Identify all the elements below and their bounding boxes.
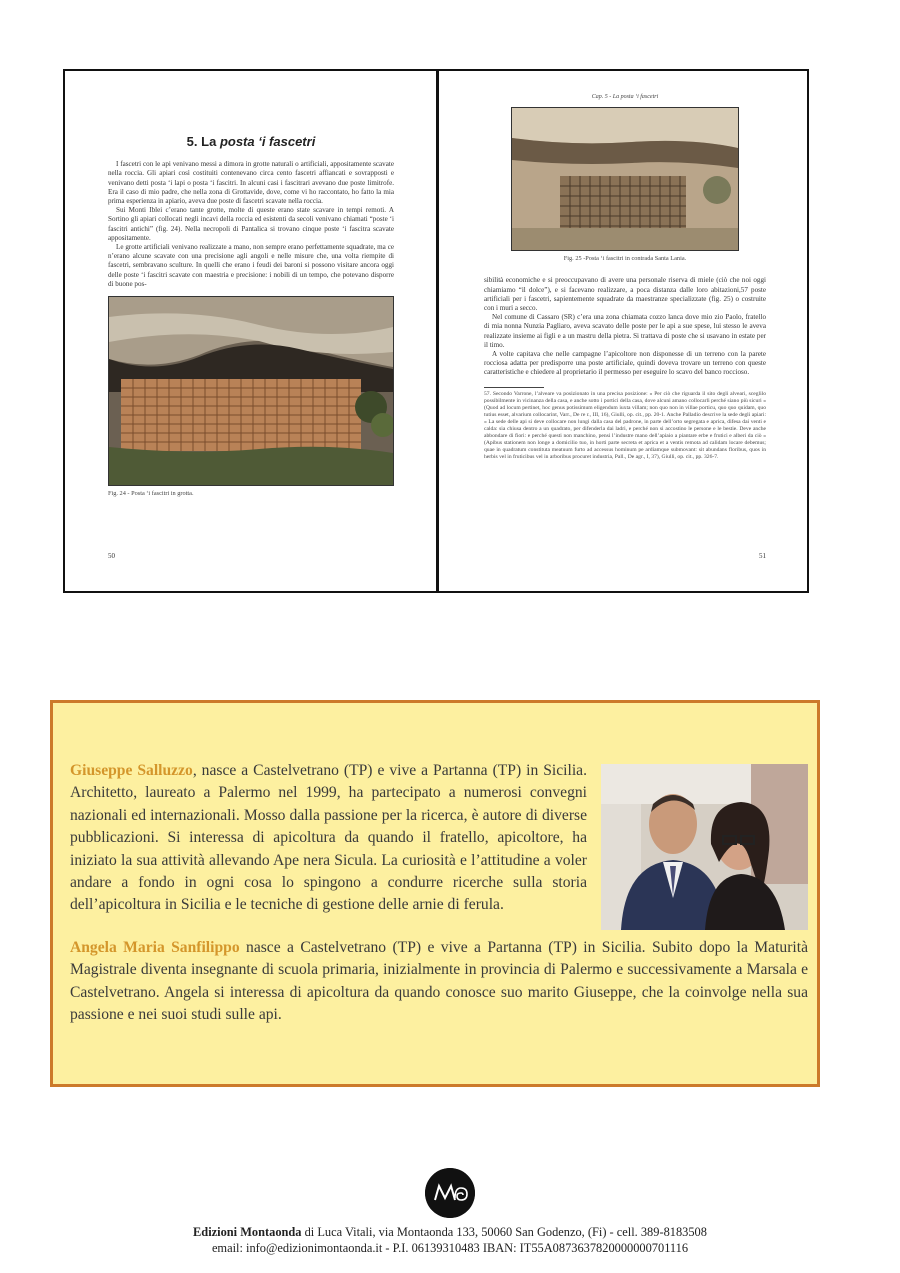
page-number-left: 50 — [108, 551, 115, 560]
bio-angela — [70, 937, 808, 1027]
montaonda-logo-icon — [425, 1168, 475, 1218]
figure-24-photo — [108, 296, 394, 486]
publisher-name: Edizioni Montaonda — [193, 1225, 302, 1239]
publisher-contacts: email: info@edizionimontaonda.it - P.I. 06139310483 IBAN: IT55A0873637820000000701116 — [211, 1241, 689, 1255]
left-paragraph: Le grotte artificiali venivano realizzate a mano, non sempre erano perfettamente squadrate, ma ce n’erano alcune scavate con una precisione agli angoli e nelle misure che, una volta riempite di fascetri, sembravano sculture. In quelli che erano i feudi dei baroni si possono visitare ancora oggi delle poste ‘i fascitri scavate con maestria e precisione: i nobili di un tempo, che potevano disporre di buone pos- — [108, 243, 394, 288]
publisher-address-line — [0, 1224, 900, 1240]
bio-giuseppe — [70, 760, 587, 917]
author-name-giuseppe: Giuseppe Salluzzo — [70, 762, 193, 779]
right-paragraph: sibilità economiche e si preoccupavano di avere una personale riserva di miele (ciò che noi oggi chiamiamo “il dolce”), e si facevano realizzare, a poca distanza dalle loro abitazioni,57 poste artificiali per i fascetri, sapientemente squadrate da maestranze specializzate (fig. 25) o costruite con i muri a secco. — [484, 276, 766, 313]
authors-bio-box — [50, 700, 820, 1087]
authors-photo — [601, 764, 808, 930]
chapter-title-italic: posta ‘i fascetri — [219, 134, 316, 149]
right-page — [439, 71, 809, 591]
chapter-title — [108, 134, 394, 149]
figure-25-photo — [511, 107, 739, 251]
publisher-address: di Luca Vitali, via Montaonda 133, 50060 San Godenzo, (Fi) - cell. 389-8183508 — [301, 1225, 707, 1239]
figure-25-caption: Fig. 25 -Posta ‘i fascitri in contrada Santa Lania. — [563, 255, 687, 263]
cave-hives-illustration — [109, 297, 393, 485]
author-name-angela: Angela Maria Sanfilippo — [70, 939, 240, 956]
stone-hive-wall-illustration — [512, 108, 738, 250]
left-paragraph: Sui Monti Iblei c’erano tante grotte, molte di queste erano state scavare in tempi remoti. A Sortino gli apiari collocati negli incavi della roccia ed esistenti da secoli venivano chiamati “poste ‘i fascitri antichi” (fig. 24). Nella necropoli di Pantalica si trovano cinque poste ‘i fascitra scavate appositamente. — [108, 206, 394, 242]
right-paragraph: Nel comune di Cassaro (SR) c’era una zona chiamata cozzo lanca dove mio zio Paolo, fratello di mia nonna Nunzia Pagliaro, aveva scavato delle poste per le api a sue spese, lui stesso le aveva realizzate insieme ai figli e a un mastru della pietra. Si trattava di poste che si usavano in estate per il timo. — [484, 313, 766, 349]
publisher-footer — [0, 1168, 900, 1256]
page-number-right: 51 — [759, 551, 766, 560]
chapter-title-plain: La — [201, 134, 217, 149]
footnote-rule — [484, 387, 544, 388]
chapter-number: 5. — [186, 134, 198, 149]
bio-text-giuseppe: , nasce a Castelvetrano (TP) e vive a Partanna (TP) in Sicilia. Architetto, laureato a Palermo nel 1999, ha partecipato a numerosi convegni nazionali ed internazionali. Mosso dalla passione per la ricerca, è autore di diverse pubblicazioni. Si interessa di apicoltura da quando il fratello, apicoltore, ha iniziato la sua attività allevando Ape nera Sicula. La curiosità e l’attitudine a voler andare a fondo in ogni cosa lo spingono a condurre ricerche sulla storia dell’apicoltura in Sicilia e le tecniche di gestione delle arnie di ferula. — [70, 762, 587, 914]
figure-24-caption: Fig. 24 - Posta ‘i fascitri in grotta. — [108, 490, 194, 498]
book-spread — [63, 69, 809, 593]
left-page — [65, 71, 436, 591]
right-paragraph: A volte capitava che nelle campagne l’apicoltore non disponesse di un terreno con la parete rocciosa adatta per predisporre una poste artificiale, quindi doveva trovare un terreno con queste caratteristiche e chiedere al proprietario il permesso per eseguire lo scavo del banco roccioso. — [484, 350, 766, 377]
bio-text-angela: nasce a Castelvetrano (TP) e vive a Partanna (TP) in Sicilia. Subito dopo la Maturità Magistrale diventa insegnante di scuola primaria, inizialmente in provincia di Palermo e successivamente a Marsala e Castelvetrano. Angela si interessa di apicoltura da quando conosce suo marito Giuseppe, che la coinvolge nella sua passione e nei suoi studi sulle api. — [70, 939, 808, 1024]
footnote-57: 57. Secondo Varrone, l’alveare va posizionato in una precisa posizione: « Per ciò che riguarda il sito degli alveari, sceglilo possibilmente in vicinanza della casa, e anche sotto i portici della casa, dove alcuni amano collocarli perché siano più sicuri » (Quod ad locum pertinet, hoc genus potissimum eligendum iuxta villam; non quo non in villae porticu, quo quo quidam, quo tutius esset, alvarium collocarint, Varr., De re r., III, 16), Giulli, op. cit., pp. 20-1. Anche Palladio descrive la sede degli apiari: « La sede delle api si deve collocare non lungi dalla casa del padrone, in parte dell’orto segregata e aprica, difesa dai venti e calda: sia chiusa dentro a un quadrato, per difenderla dai ladri, e perché non si accostino le persone e le bestie. Deve anche abbondare di fiori: e perché questi non manchino, pensi l’industre mano dell’apiaio a piantare erbe e frutici e alberi da ciò » (Apibus stationem non longe a domicilio tuo, in horti parte secreta et aprica et a ventis remota ad calidam locare debemus; quae in quadratum constituta meatuum furto ad accessus hominum pe ardiamque submovant: sit abundans floribus, quos in herbis vel in fruticibus vel in arboribus procuret industria, Pall., De agr., I, 37), Giulli, op. cit., pp. 326-7. — [484, 390, 766, 461]
running-head: Cap. 5 - La posta ‘i fascetri — [591, 94, 659, 100]
couple-portrait-illustration — [601, 764, 808, 930]
left-paragraph: I fascetri con le api venivano messi a dimora in grotte naturali o artificiali, appositamente scavate nella roccia. Gli apiari così costituiti contenevano circa cento fascetri affiancati e sovrapposti e venivano detti posta ‘i lapi o posta ‘i fascitri. In alcuni casi i fascitrari avevano due poste limitrofe. Era il caso di mio padre, che nella zona di Grottavide, dove, come vi ho raccontato, ho fatto la mia prima esperienza in apiario, aveva due poste di fascetri scavate nella roccia. — [108, 160, 394, 206]
